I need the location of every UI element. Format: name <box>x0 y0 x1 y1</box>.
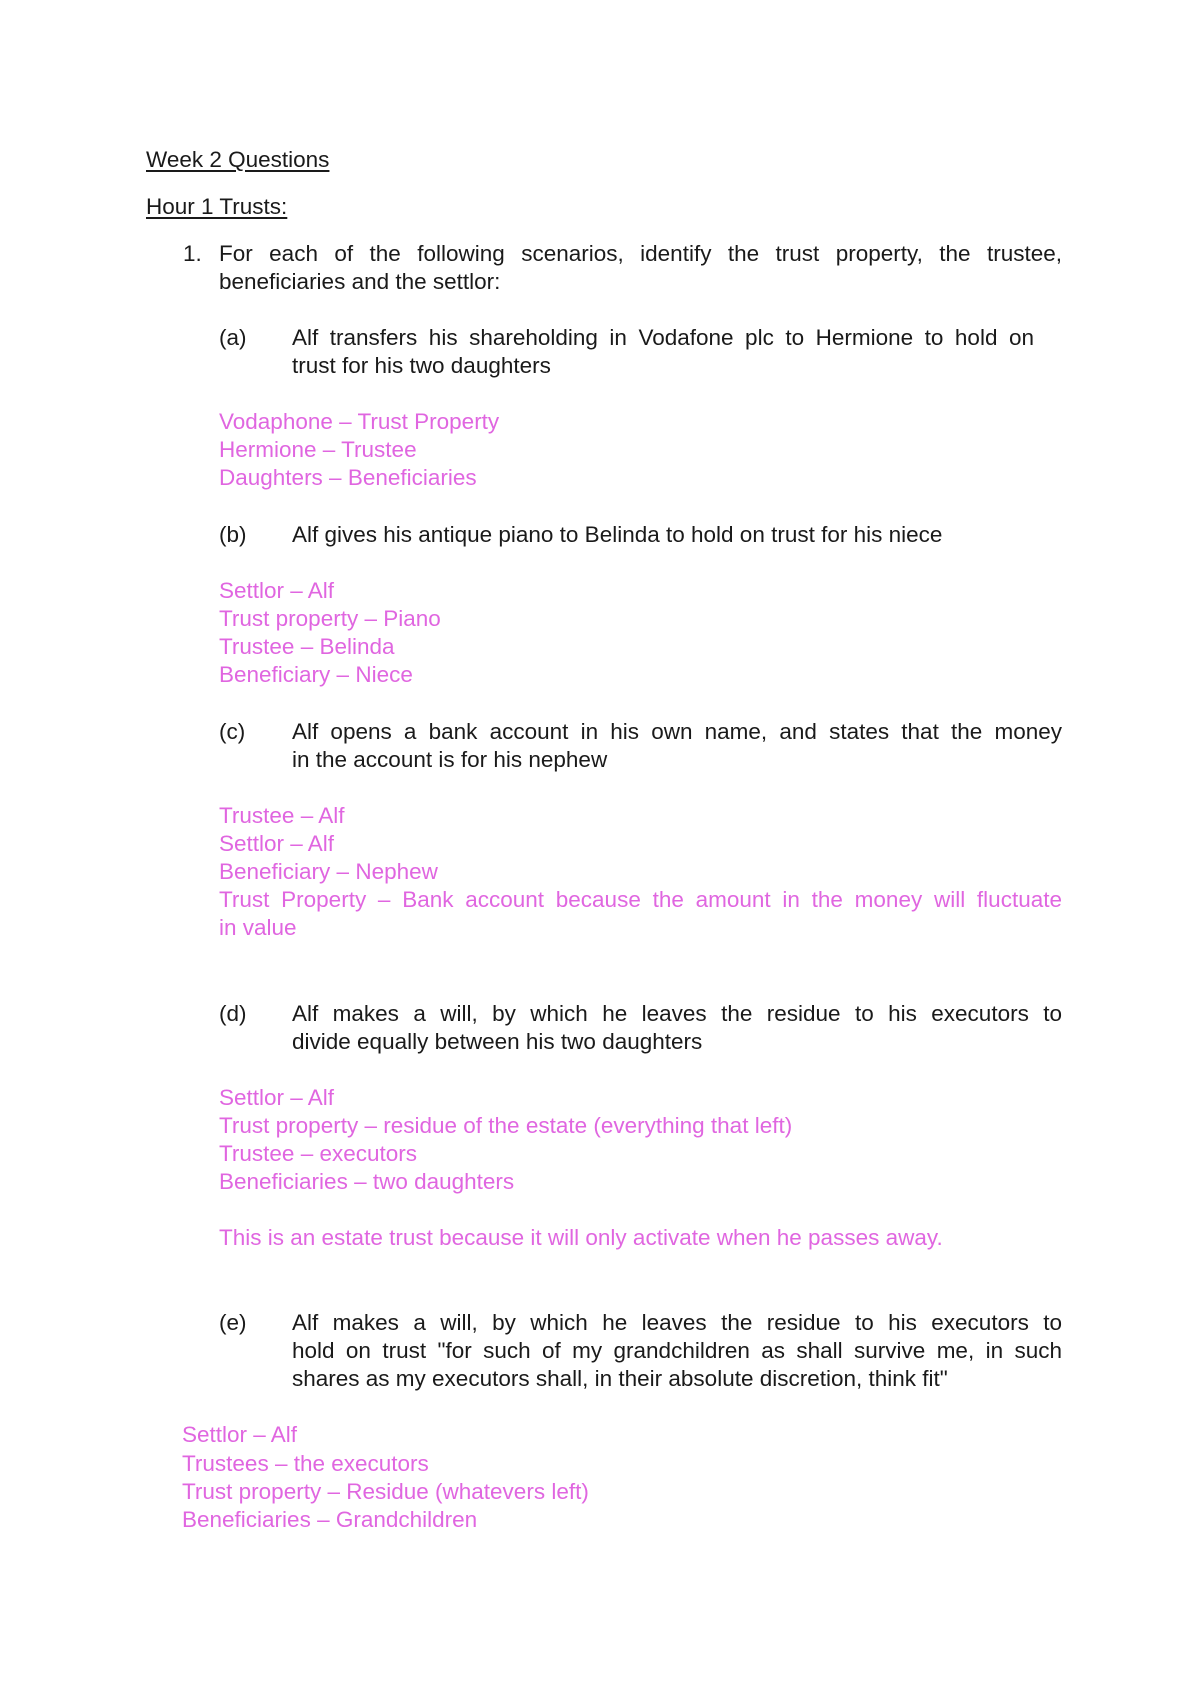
scenario-c-line-2: in the account is for his nephew <box>292 747 608 772</box>
section-heading: Hour 1 Trusts: <box>146 194 288 219</box>
scenario-e-label: (e) <box>219 1310 247 1335</box>
question-text-line-1: For each of the following scenarios, identify the trust property, the trustee, <box>219 241 1062 266</box>
answer-a-3: Daughters – Beneficiaries <box>219 465 477 490</box>
scenario-a-line-1: Alf transfers his shareholding in Vodafone plc to Hermione to hold on <box>292 325 1034 350</box>
answer-e-1: Settlor – Alf <box>182 1422 298 1447</box>
scenario-e-line-2: hold on trust "for such of my grandchildren as shall survive me, in such <box>292 1338 1062 1363</box>
answer-e-4: Beneficiaries – Grandchildren <box>182 1507 478 1532</box>
answer-e-3: Trust property – Residue (whatevers left) <box>182 1479 589 1504</box>
answer-c-1: Trustee – Alf <box>219 803 345 828</box>
answer-d-3: Trustee – executors <box>219 1141 418 1166</box>
answer-b-1: Settlor – Alf <box>219 578 335 603</box>
answer-a-2: Hermione – Trustee <box>219 437 417 462</box>
scenario-a-line-2: trust for his two daughters <box>292 353 551 378</box>
page-title: Week 2 Questions <box>146 147 330 172</box>
answer-d-4: Beneficiaries – two daughters <box>219 1169 515 1194</box>
answer-b-4: Beneficiary – Niece <box>219 662 413 687</box>
answer-d-2: Trust property – residue of the estate (everything that left) <box>219 1113 793 1138</box>
scenario-b-line-1: Alf gives his antique piano to Belinda to hold on trust for his niece <box>292 522 943 547</box>
scenario-c-line-1: Alf opens a bank account in his own name, and states that the money <box>292 719 1062 744</box>
question-text-line-2: beneficiaries and the settlor: <box>219 269 501 294</box>
answer-c-4: Trust Property – Bank account because the amount in the money will fluctuate <box>219 887 1062 912</box>
scenario-c-label: (c) <box>219 719 246 744</box>
scenario-d-line-2: divide equally between his two daughters <box>292 1029 703 1054</box>
scenario-b-label: (b) <box>219 522 247 547</box>
answer-c-2: Settlor – Alf <box>219 831 335 856</box>
answer-a-1: Vodaphone – Trust Property <box>219 409 500 434</box>
answer-b-3: Trustee – Belinda <box>219 634 395 659</box>
answer-d-1: Settlor – Alf <box>219 1085 335 1110</box>
answer-c-3: Beneficiary – Nephew <box>219 859 438 884</box>
answer-e-2: Trustees – the executors <box>182 1451 429 1476</box>
answer-d-note: This is an estate trust because it will only activate when he passes away. <box>219 1225 943 1250</box>
scenario-e-line-3: shares as my executors shall, in their absolute discretion, think fit" <box>292 1366 948 1391</box>
scenario-d-line-1: Alf makes a will, by which he leaves the residue to his executors to <box>292 1001 1062 1026</box>
scenario-e-line-1: Alf makes a will, by which he leaves the residue to his executors to <box>292 1310 1062 1335</box>
question-number: 1. <box>183 241 202 266</box>
scenario-d-label: (d) <box>219 1001 247 1026</box>
answer-c-5: in value <box>219 915 297 940</box>
answer-b-2: Trust property – Piano <box>219 606 441 631</box>
scenario-a-label: (a) <box>219 325 247 350</box>
